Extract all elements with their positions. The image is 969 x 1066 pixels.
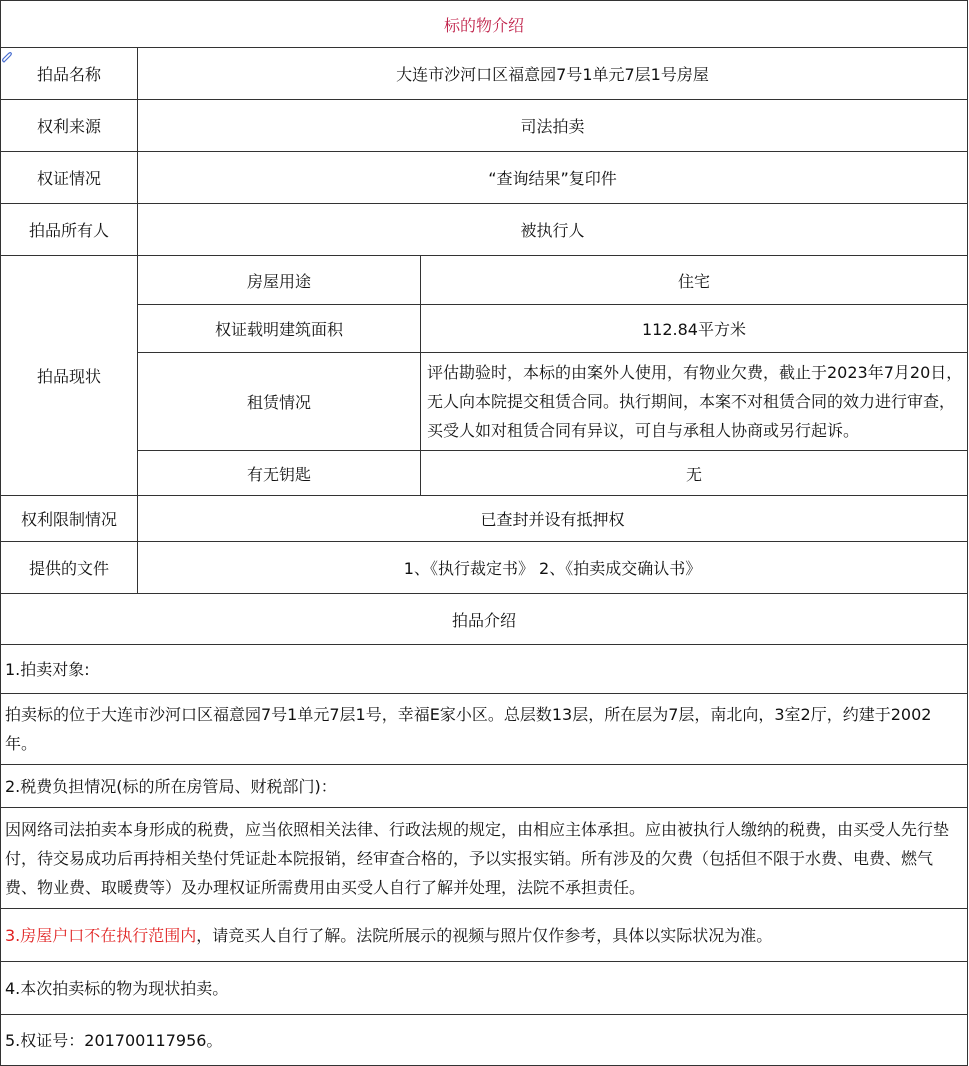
label-item-name: 拍品名称 <box>1 48 138 100</box>
intro-s3-prefix: 3. <box>5 925 21 945</box>
value-restriction: 已查封并设有抵押权 <box>138 496 968 542</box>
intro-s3-highlight: 房屋户口不在执行范围内 <box>20 925 197 945</box>
sub-value-lease: 评估勘验时，本标的由案外人使用，有物业欠费，截止于2023年7月20日，无人向本院提交租赁合同。执行期间，本案不对租赁合同的效力进行审查，买受人如对租赁合同有异议，可自与承租人协商或另行起诉。 <box>421 353 968 451</box>
label-right-source: 权利来源 <box>1 100 138 152</box>
value-documents: 1、《执行裁定书》 2、《拍卖成交确认书》 <box>138 542 968 594</box>
sub-label-lease: 租赁情况 <box>138 353 421 451</box>
value-certificate: “查询结果”复印件 <box>138 152 968 204</box>
label-item-status: 拍品现状 <box>1 256 138 496</box>
sub-label-usage: 房屋用途 <box>138 256 421 305</box>
intro-s2-text: 因网络司法拍卖本身形成的税费，应当依照相关法律、行政法规的规定，由相应主体承担。应由被执行人缴纳的税费，由买受人先行垫付，待交易成功后再持相关垫付凭证赴本院报销，经审查合格的，予以实报实销。所有涉及的欠费（包括但不限于水费、电费、燃气费、物业费、取暖费等）及办理权证所需费用由买受人自行了解并处理，法院不承担责任。 <box>1 808 968 909</box>
sub-value-keys: 无 <box>421 451 968 496</box>
label-documents: 提供的文件 <box>1 542 138 594</box>
value-owner: 被执行人 <box>138 204 968 256</box>
sub-value-area: 112.84平方米 <box>421 305 968 353</box>
intro-s4: 4.本次拍卖标的物为现状拍卖。 <box>1 962 968 1015</box>
label-restriction: 权利限制情况 <box>1 496 138 542</box>
sub-label-keys: 有无钥匙 <box>138 451 421 496</box>
intro-s1-title: 1.拍卖对象: <box>1 645 968 694</box>
value-item-name: 大连市沙河口区福意园7号1单元7层1号房屋 <box>138 48 968 100</box>
intro-s5: 5.权证号：201700117956。 <box>1 1015 968 1066</box>
label-owner: 拍品所有人 <box>1 204 138 256</box>
intro-title: 拍品介绍 <box>1 594 968 645</box>
intro-s2-title: 2.税费负担情况(标的所在房管局、财税部门)： <box>1 765 968 808</box>
value-right-source: 司法拍卖 <box>138 100 968 152</box>
table-title: 标的物介绍 <box>1 1 968 48</box>
sub-value-usage: 住宅 <box>421 256 968 305</box>
intro-s1-text: 拍卖标的位于大连市沙河口区福意园7号1单元7层1号，幸福E家小区。总层数13层，所在层为7层，南北向，3室2厅，约建于2002年。 <box>1 694 968 765</box>
sub-label-area: 权证载明建筑面积 <box>138 305 421 353</box>
intro-s3-rest: ，请竞买人自行了解。法院所展示的视频与照片仅作参考，具体以实际状况为准。 <box>196 925 773 945</box>
label-certificate: 权证情况 <box>1 152 138 204</box>
intro-s3 <box>1 909 968 962</box>
